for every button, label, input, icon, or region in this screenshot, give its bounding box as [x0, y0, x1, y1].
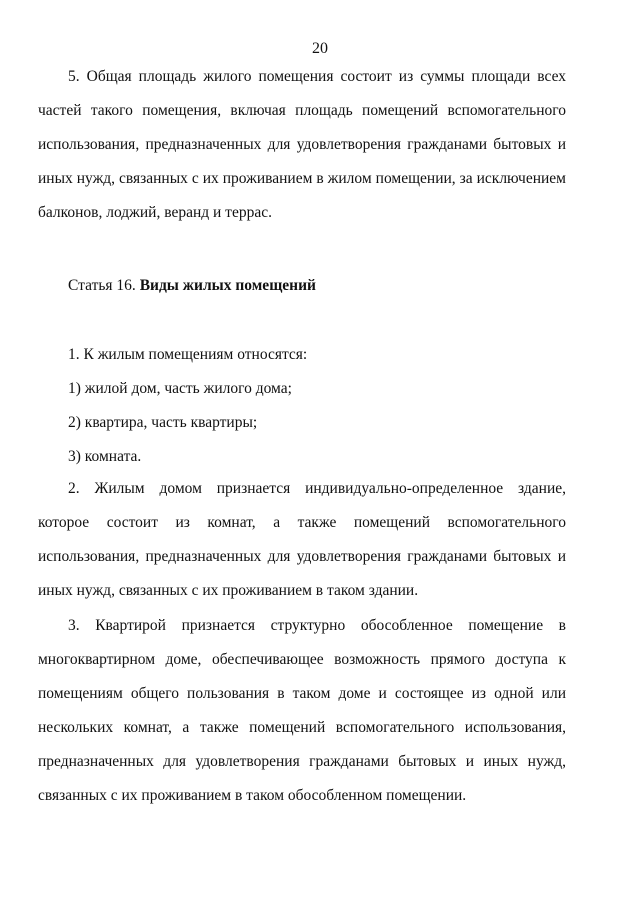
- list-item: 3) комната.: [68, 448, 142, 465]
- paragraph-3: 3. Квартирой признается структурно обособленное помещение в многоквартирном доме, обеспечивающее возможность прямого доступа к помещениям общего пользования в таком доме и состоящее из одной или нескольких комнат, а также помещений вспомогательного использования, предназначенных для удовлетворения гражданами бытовых и иных нужд, связанных с их проживанием в таком обособленном помещении.: [38, 617, 566, 804]
- list-intro: 1. К жилым помещениям относятся:: [68, 346, 308, 363]
- page-number: 20: [312, 40, 328, 57]
- article-heading: [68, 276, 316, 296]
- paragraph-2: 2. Жилым домом признается индивидуально-определенное здание, которое состоит из комнат, а также помещений вспомогательного использования, предназначенных для удовлетворения гражданами бытовых и иных нужд, связанных с их проживанием в таком здании.: [38, 480, 566, 599]
- article-prefix: Статья 16.: [68, 277, 140, 294]
- list-item: 2) квартира, часть квартиры;: [68, 414, 258, 431]
- list-item: 1) жилой дом, часть жилого дома;: [68, 380, 292, 397]
- article-title: Виды жилых помещений: [139, 277, 316, 294]
- paragraph-5: 5. Общая площадь жилого помещения состоит из суммы площади всех частей такого помещения, включая площадь помещений вспомогательного использования, предназначенных для удовлетворения гражданами бытовых и иных нужд, связанных с их проживанием в жилом помещении, за исключением балконов, лоджий, веранд и террас.: [38, 68, 566, 221]
